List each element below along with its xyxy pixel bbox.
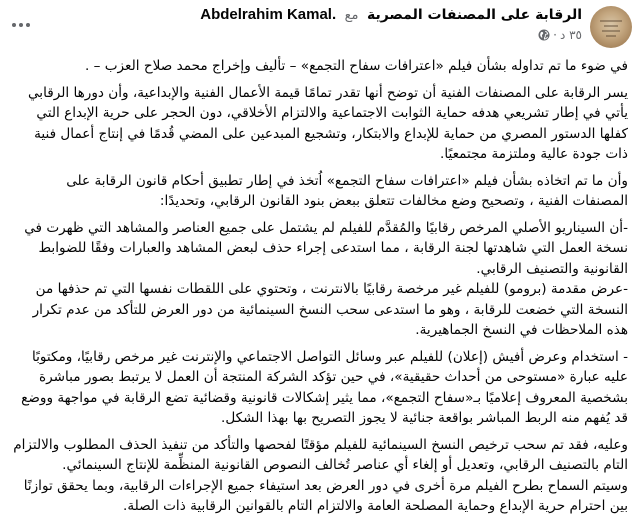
post-paragraph: وعليه، فقد تم سحب ترخيص النسخ السينمائية للفيلم مؤقتًا لفحصها والتأكد من تنفيذ الحذف المطلوب والالتزام التام بالتصنيف الرقابي، وتعديل أو إلغاء أي عناصر تُخالف النصوص القانونية المنظِّمة للإنتاج السينمائي. <box>13 436 628 473</box>
post-header <box>0 0 640 52</box>
with-label: مع <box>344 8 359 23</box>
more-horizontal-icon <box>12 23 30 27</box>
post-author-block <box>200 6 582 43</box>
post-paragraph: في ضوء ما تم تداوله بشأن فيلم «اعترافات سفاح التجمع» – تأليف وإخراج محمد صلاح العزب – . <box>85 58 628 74</box>
author-line <box>200 6 582 25</box>
tagged-person-name: Abdelrahim Kamal <box>200 6 332 23</box>
post-meta <box>200 27 582 43</box>
post-paragraph: وسيتم السماح بطرح الفيلم مرة أخرى في دور العرض بعد استيفاء جميع الإجراءات الرقابية، وبما يحقق توازنًا بين احترام حرية الإبداع وحماية المصلحة العامة والالتزام التام بالقوانين الرقابية ذات الصلة. <box>23 477 628 514</box>
page-avatar[interactable] <box>590 6 632 48</box>
post-paragraph: يسر الرقابة على المصنفات الفنية أن توضح أنها تقدر تمامًا قيمة الأعمال الفنية والإبداعية، وأن دورها الرقابي يأتي في إطار تشريعي هدفه حماية الثوابت الاجتماعية والالتزام الأخلاقي، دون الحجر على حرية الإبداع التي كفلها الدستور المصري من حماية للإبداع والابتكار، وتشجيع المبدعين على المضي قُدمًا في إنتاج أعمال فنية ذات جودة عالية وملتزمة مجتمعيًا. <box>27 84 628 162</box>
post-paragraph: وأن ما تم اتخاذه بشأن فيلم «اعترافات سفاح التجمع» اُتخذ في إطار تطبيق أحكام قانون الرقابة على المصنفات الفنية ، وتصحيح وضع مخالفات تتعلق ببعض بنود القانون الرقابي، وتحديدًا: <box>66 172 628 209</box>
page-name-link[interactable]: الرقابة على المصنفات المصرية <box>366 7 582 23</box>
tagged-suffix: . <box>331 6 337 23</box>
post-paragraph: - استخدام وعرض أفيش (إعلان) للفيلم عبر وسائل التواصل الاجتماعي والإنترنت غير مرخص رقابيًا، ومكتوبًا عليه عبارة «مستوحى من أحداث حقيقية»، في حين تؤكد الشركة المنتجة أن العمل لا يرتبط بصور مباشرة بشخصية المعروف إعلاميًا بـ«سفاح التجمع»، مما يثير إشكالات قانونية وقضائية تضع الرقابة في مواجهة ووضع قد يُفهم منه الربط المباشر بواقعة جنائية لا يجوز التصريح بها بهذا الشكل. <box>21 348 628 426</box>
post-timestamp[interactable]: ٣٥ د <box>559 28 582 42</box>
post-body <box>12 56 628 516</box>
globe-icon[interactable] <box>538 29 550 41</box>
post-paragraph: -أن السيناريو الأصلي المرخص رقابيًا والمُقدَّم للفيلم لم يشتمل على جميع العناصر والمشاهد التي ظهرت في نسخة العمل التي شاهدتها لجنة الرقابة ، مما استدعى إجراء حذف لبعض المشاهد والعبارات وفقًا للضوابط القانونية والتصنيف الرقابي. <box>24 219 628 277</box>
more-options-button[interactable] <box>8 14 34 36</box>
meta-separator: · <box>553 28 557 42</box>
tagged-person-link[interactable] <box>200 6 336 23</box>
post-paragraph: -عرض مقدمة (برومو) للفيلم غير مرخصة رقابيًا بالانترنت ، وتحتوي على اللقطات نفسها التي تم حذفها من النسخة التي خضعت للرقابة ، وهو ما استدعى سحب النسخ السينمائية من دور العرض للتأكد من عدم تكرار هذه الملاحظات في النسخ الجماهيرية. <box>32 281 628 338</box>
